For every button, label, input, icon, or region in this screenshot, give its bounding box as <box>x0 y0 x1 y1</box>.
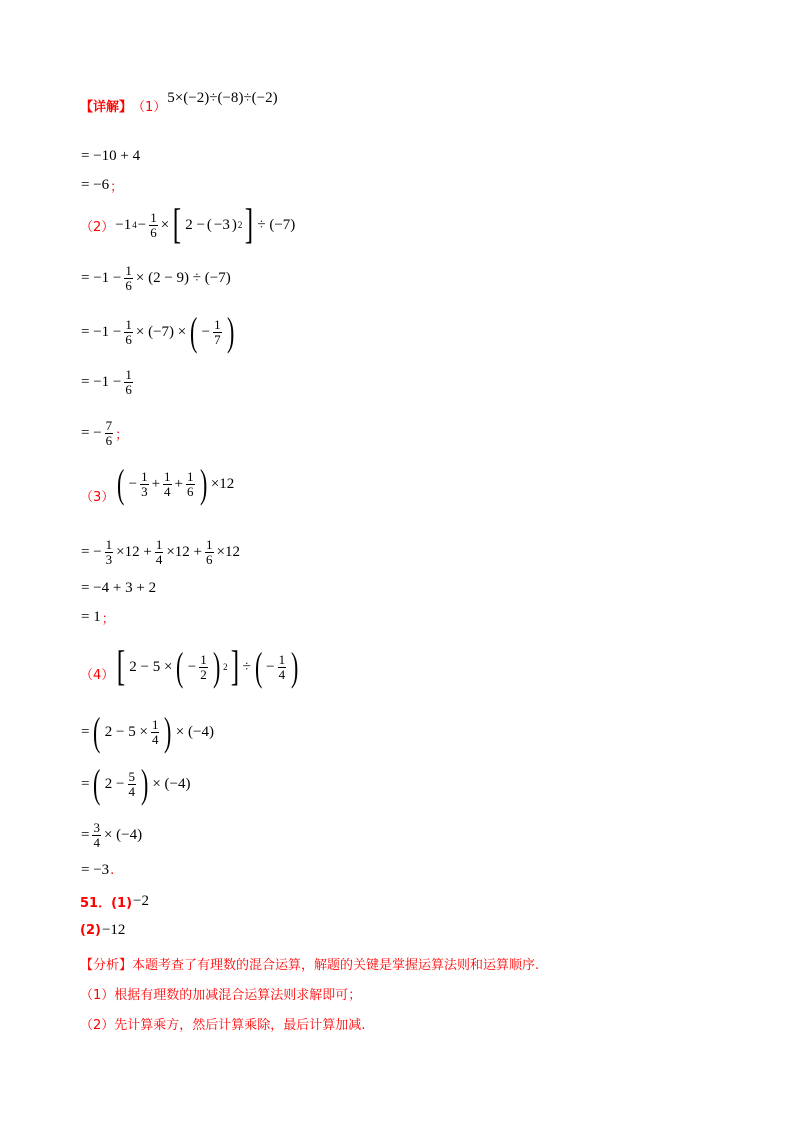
part-4-step-3: = $\frac{3}{4}$ × (−4) <box>81 819 143 850</box>
part-3-step-3: = 1 ； <box>81 609 115 627</box>
part-2-step-2: = −1 − $\frac{1}{6}$ × (−7) × ( − $\frac{1}{7}$ ) <box>81 309 234 354</box>
part-1-label: （1） <box>132 100 167 115</box>
fraction: $\frac{1}{2}$ <box>200 651 207 682</box>
part-3-step-2: = −4 + 3 + 2 <box>81 580 157 596</box>
fraction: $\frac{1}{6}$ <box>125 262 132 293</box>
part-1-step-1: = −10 + 4 <box>81 148 141 164</box>
fraction: $\frac{1}{3}$ <box>105 536 113 567</box>
part-1-step-2: = −6 ； <box>81 177 124 195</box>
fraction: $\frac{1}{6}$ <box>125 316 132 347</box>
part-4-header: （4） [ 2 − 5 × ( − $\frac{1}{2}$ ) 2 ] ÷ ( − $\frac{1}{4}$ ) <box>80 644 299 690</box>
part-2-step-4: = − $\frac{7}{6}$ ； <box>81 417 129 448</box>
analysis-text: 【分析】本题考查了有理数的混合运算，解题的关键是掌握运算法则和运算顺序. <box>80 958 540 973</box>
fraction: $\frac{1}{4}$ <box>155 536 163 567</box>
analysis-item-2: （2）先计算乘方，然后计算乘除，最后计算加减. <box>80 1018 366 1033</box>
fraction: $\frac{5}{4}$ <box>128 768 136 799</box>
fraction: $\frac{7}{6}$ <box>105 417 113 448</box>
part-4-step-1: = ( 2 − 5 × $\frac{1}{4}$ ) × (−4) <box>81 709 214 754</box>
fraction: $\frac{1}{6}$ <box>125 366 132 397</box>
part-3-step-1: = − $\frac{1}{3}$ ×12 + $\frac{1}{4}$ ×12 + $\frac{1}{6}$ ×12 <box>81 536 240 567</box>
part-2-step-3: = −1 − $\frac{1}{6}$ <box>81 366 132 397</box>
fraction: $\frac{1}{6}$ <box>206 536 213 567</box>
question-51-answer-1: 51．(1) −2 <box>80 893 149 911</box>
fraction: $\frac{1}{6}$ <box>150 209 157 240</box>
fraction: $\frac{1}{3}$ <box>141 468 148 499</box>
fraction: $\frac{3}{4}$ <box>93 819 100 850</box>
fraction: $\frac{1}{4}$ <box>164 468 171 499</box>
fraction: $\frac{1}{4}$ <box>278 651 286 682</box>
part-4-step-2: = ( 2 − $\frac{5}{4}$ ) × (−4) <box>81 761 191 806</box>
detail-label: 【详解】 <box>80 100 133 115</box>
part-2-step-1: = −1 − $\frac{1}{6}$ × (2 − 9) ÷ (−7) <box>81 262 231 293</box>
part-2-header: （2） −1 4 − $\frac{1}{6}$ × [ 2 − ( −3 ) 2 ] ÷ (−7) <box>80 202 296 248</box>
analysis-item-1: （1）根据有理数的加减混合运算法则求解即可； <box>80 988 362 1003</box>
fraction: $\frac{1}{4}$ <box>151 716 159 747</box>
part-1-header <box>80 90 279 115</box>
question-51-answer-2: (2) −12 <box>80 922 126 938</box>
part-3-header: （3） ( − $\frac{1}{3}$ + $\frac{1}{4}$ + $\frac{1}{6}$ ) ×12 <box>80 461 235 506</box>
fraction: $\frac{1}{6}$ <box>187 468 194 499</box>
part-4-step-4: = −3 . <box>81 862 115 878</box>
fraction: $\frac{1}{7}$ <box>214 316 221 347</box>
part-1-expression: 5×(−2)÷(−8)÷(−2) <box>167 90 278 106</box>
